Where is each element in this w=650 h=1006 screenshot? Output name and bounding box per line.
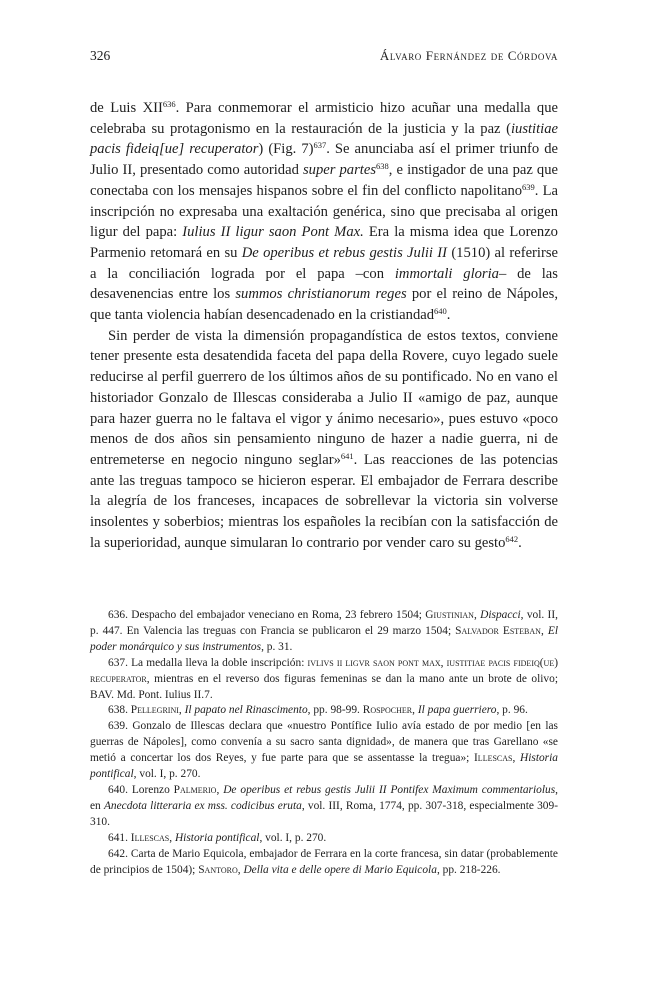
author-name: Illescas [130, 831, 170, 844]
text-run: , vol. II, p. 447. En Valencia las treguas con Francia se publicaron el 29 marzo 1504; [90, 609, 558, 637]
text-run: , pp. 98-99. [307, 704, 363, 717]
work-title: De operibus et rebus gestis Julii II Pontifex Maximum commentariolus [223, 783, 556, 796]
italic-run: immortali gloria [394, 265, 499, 282]
text-run: 639. Gonzalo de Illescas declara que «nuestro Pontífice Iulio avía estado de por medio [en las guerras de Nápoles], como convenía a su sacro santa dignidad», de manera que tras Garellano «se metió a concertar los dos Reyes, y fue parte para que se assentasse la tregua»; [90, 720, 558, 765]
text-run: . [446, 307, 451, 324]
text-run: . Se anunciaba así el primer triunfo de Julio II, presentado como autoridad [90, 141, 558, 179]
text-run: , vol. I, p. 270. [259, 831, 327, 844]
main-text [90, 98, 558, 553]
text-run: , [178, 704, 185, 717]
work-title: Il papa guerriero [417, 704, 497, 717]
footnote-ref-639[interactable]: 639 [522, 181, 535, 192]
text-run: , vol. III, Roma, 1774, pp. 307-318, especialmente 309-310. [90, 799, 558, 828]
footnote-640 [90, 783, 558, 831]
text-run: 638. [108, 704, 131, 717]
footnotes [90, 608, 558, 878]
inscription: ivlivs ii ligvr saon pont max, iustitiae pacis fideiq(ue) recuperator [90, 656, 559, 685]
text-run: . La inscripción no expresaba una exaltación genérica, sino que precisaba al origen ligur del papa: [90, 182, 558, 241]
italic-run: Iulius II ligur saon Pont Max. [182, 224, 364, 241]
text-run: . Las reacciones de las potencias ante las treguas tampoco se hicieron esperar. El embajador de Ferrara describe la alegría de los franceses, incapaces de sobrellevar la victoria sin volverse insolentes y soberbios; mientras los españoles la recibían con la satisfacción de la superioridad, aunque simularan lo contrario por vender caro su gesto [90, 451, 558, 551]
footnote-638 [90, 703, 558, 719]
text-run: de Luis XII [90, 100, 163, 116]
author-name: Palmerio [173, 783, 217, 796]
text-run: 636. Despacho del embajador veneciano en Roma, 23 febrero 1504; [108, 609, 426, 621]
footnote-637 [90, 656, 558, 704]
text-run: ) (Fig. 7) [258, 141, 314, 158]
text-run: . [518, 534, 522, 551]
footnote-641 [90, 831, 558, 847]
text-run: 642. Carta de Mario Equicola, embajador de Ferrara en la corte francesa, sin datar (probablemente de principios de 1504); [90, 847, 558, 876]
text-run: por el reino de Nápoles, que tanta violencia habían desencadenado en la cristiandad [90, 286, 558, 324]
work-title: Della vita e delle opere di Mario Equicola [243, 863, 437, 876]
work-title: Anecdota litteraria ex mss. codicibus eruta [103, 799, 302, 812]
text-run: , e instigador de una paz que conectaba con los mensajes hispanos sobre el fin del conflicto napolitano [90, 162, 558, 199]
text-run: 641. [108, 831, 131, 844]
running-head: Álvaro Fernández de Córdova [379, 48, 558, 63]
italic-run: De operibus et rebus gestis Julii II [241, 244, 448, 261]
text-run: , [216, 783, 224, 796]
footnote-ref-638[interactable]: 638 [376, 161, 389, 172]
text-run: 640. Lorenzo [108, 783, 174, 796]
text-run: , [412, 704, 418, 717]
work-title: Il papato nel Rinascimento [184, 704, 308, 717]
italic-run: iustitiae pacis fideiq[ue] recuperator [90, 120, 558, 158]
italic-run: summos christianorum reges [235, 286, 407, 303]
author-name: Giustinian [425, 609, 474, 621]
work-title: Historia pontifical [90, 752, 558, 781]
text-run: , [237, 863, 244, 876]
author-name: Salvador Esteban [455, 624, 541, 637]
footnote-ref-640[interactable]: 640 [434, 306, 447, 317]
text-run: , [169, 831, 175, 844]
text-run: , vol. I, p. 270. [133, 768, 201, 781]
footnote-ref-641[interactable]: 641 [340, 450, 354, 461]
text-run: – de las desavenencias entre los [90, 265, 558, 303]
paragraph-1 [90, 98, 558, 326]
footnote-639 [90, 719, 558, 783]
text-run: , p. 31. [261, 640, 293, 653]
text-run: . Para conmemorar el armisticio hizo acuñar una medalla que celebraba su protagonismo en la restauración de la justicia y la paz ( [90, 100, 558, 137]
work-title: El poder monárquico y sus instrumentos [90, 624, 558, 653]
text-run: , [540, 624, 548, 637]
text-run: , [512, 752, 520, 765]
text-run: (1510) al referirse a la conciliación lograda por el papa –con [90, 244, 558, 282]
text-run: , mientras en el reverso dos figuras femeninas se dan la mano ante un brote de olivo; BAV. Md. Pont. Iulius II.7. [90, 672, 558, 701]
author-name: Santoro [198, 863, 238, 876]
footnote-ref-642[interactable]: 642 [505, 533, 519, 544]
text-run: Era la misma idea que Lorenzo Parmenio retomará en su [90, 224, 558, 261]
work-title: Historia pontifical [174, 831, 260, 844]
author-name: Rospocher [362, 704, 413, 717]
footnote-ref-637[interactable]: 637 [313, 140, 327, 151]
text-run: , en [90, 783, 559, 812]
footnote-642 [90, 847, 558, 879]
author-name: Illescas [474, 752, 513, 765]
page-number: 326 [90, 48, 111, 63]
text-run: , [473, 609, 481, 621]
text-run: Sin perder de vista la dimensión propagandística de estos textos, conviene tener presente esta desatendida faceta del papa della Rovere, cuyo legado suele reducirse al perfil guerrero de los últimos años de su pontificado. No en vano el historiador Gonzalo de Illescas consideraba a Julio II «amigo de paz, aunque para hazer guerra no le faltava el vigor y ánimo necesario», pues estuvo «poco menos de dos años sin pensamiento ninguno de hazer a nadie guerra, ni de entremeterse en negocio ninguno seglar» [90, 327, 558, 468]
page-header [90, 48, 558, 68]
work-title: Dispacci [480, 609, 521, 621]
paragraph-2 [90, 326, 558, 554]
text-run: , pp. 218-226. [436, 863, 501, 876]
text-run: 637. La medalla lleva la doble inscripción: [108, 656, 308, 669]
footnote-636 [90, 608, 558, 656]
footnote-ref-636[interactable]: 636 [162, 99, 176, 109]
author-name: Pellegrini [130, 704, 179, 717]
italic-run: super partes [302, 162, 376, 179]
text-run: , p. 96. [496, 704, 528, 717]
